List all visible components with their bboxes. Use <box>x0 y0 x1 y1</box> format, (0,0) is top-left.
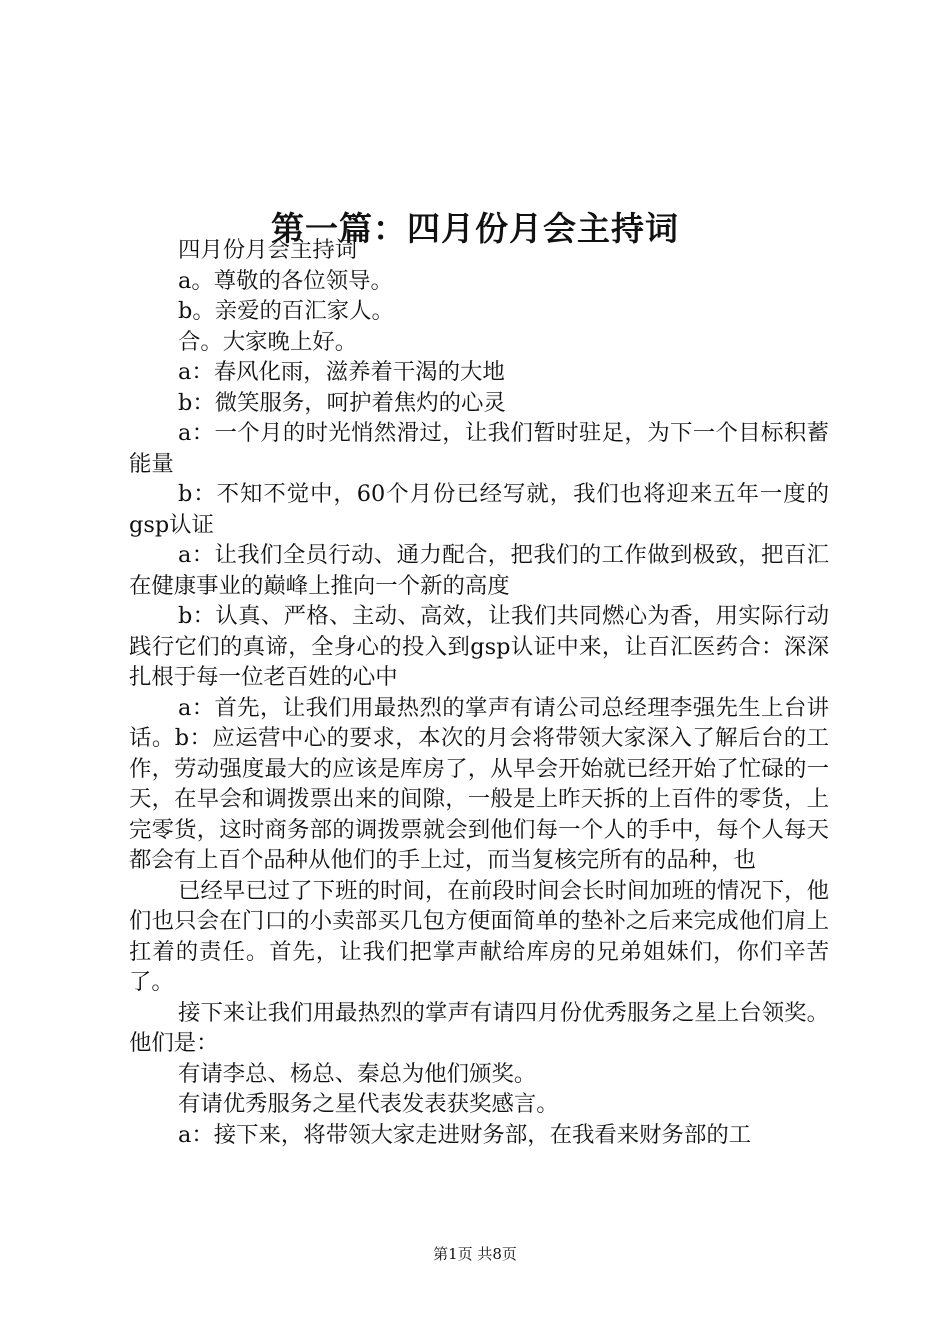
paragraph: 四月份月会主持词 <box>178 237 358 263</box>
paragraph: b。亲爱的百汇家人。 <box>178 298 394 324</box>
paragraph: a：一个月的时光悄然滑过，让我们暂时驻足，为下一个目标积蓄能量 <box>129 420 829 477</box>
page-footer: 第1页 共8页 <box>433 1245 517 1263</box>
paragraph: a：春风化雨，滋养着干渴的大地 <box>178 359 505 385</box>
document-title: 第一篇：四月份月会主持词 <box>271 209 679 249</box>
paragraph: b：微笑服务，呵护着焦灼的心灵 <box>178 389 506 416</box>
document-body <box>129 235 829 1150</box>
paragraph: a：接下来，将带领大家走进财务部，在我看来财务部的工 <box>178 1121 752 1148</box>
paragraph: a。尊敬的各位领导。 <box>178 267 393 294</box>
paragraph: 合。大家晚上好。 <box>178 328 358 355</box>
paragraph: 接下来让我们用最热烈的掌声有请四月份优秀服务之星上台领奖。他们是： <box>129 999 829 1056</box>
paragraph: a：首先，让我们用最热烈的掌声有请公司总经理李强先生上台讲话。b：应运营中心的要求，本次的月会将带领大家深入了解后台的工作，劳动强度最大的应该是库房了，从早会开始就已经开始了忙碌的一天，在早会和调拨票出来的间隙，一般是上昨天拆的上百件的零货，上完零货，这时商务部的调拨票就会到他们每一个人的手中，每个人每天都会有上百个品种从他们的手上过，而当复核完所有的品种，也 <box>129 694 829 873</box>
paragraph: b：不知不觉中，60个月份已经写就，我们也将迎来五年一度的gsp认证 <box>129 481 829 538</box>
paragraph: a：让我们全员行动、通力配合，把我们的工作做到极致，把百汇在健康事业的巅峰上推向一个新的高度 <box>129 542 829 599</box>
paragraph: 有请李总、杨总、秦总为他们颁奖。 <box>178 1060 537 1087</box>
paragraph: 已经早已过了下班的时间，在前段时间会长时间加班的情况下，他们也只会在门口的小卖部买几包方便面简单的垫补之后来完成他们肩上扛着的责任。首先，让我们把掌声献给库房的兄弟姐妹们，你们辛苦了。 <box>129 877 829 995</box>
paragraph: 有请优秀服务之星代表发表获奖感言。 <box>178 1091 559 1117</box>
paragraph: b：认真、严格、主动、高效，让我们共同燃心为香，用实际行动践行它们的真谛，全身心的投入到gsp认证中来，让百汇医药合：深深扎根于每一位老百姓的心中 <box>129 603 829 690</box>
